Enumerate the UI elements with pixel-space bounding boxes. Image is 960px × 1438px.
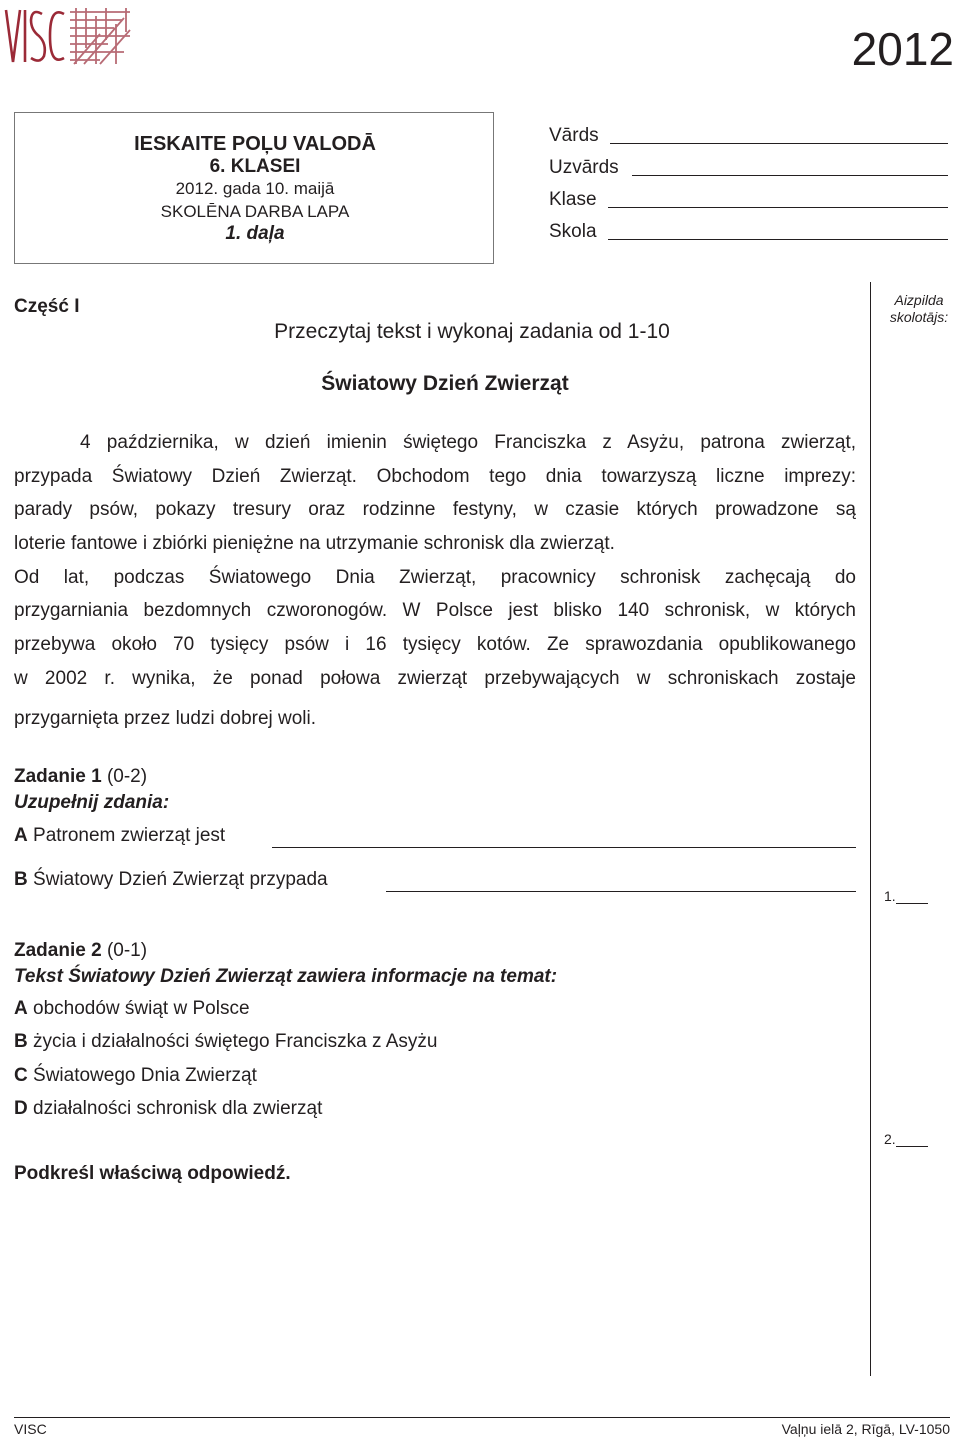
option-text: działalności schronisk dla zwierząt <box>33 1098 323 1119</box>
task2-final-instruction: Podkreśl właściwą odpowiedź. <box>14 1163 291 1184</box>
task2-option-b[interactable] <box>14 1031 437 1053</box>
task1-item-a <box>14 825 225 847</box>
task2-score-field[interactable] <box>896 1134 928 1147</box>
footer-address: Vaļņu ielā 2, Rīgā, LV-1050 <box>781 1421 950 1437</box>
option-letter: B <box>14 1031 28 1052</box>
visc-logo <box>4 4 134 73</box>
task1-a-text: Patronem zwierząt jest <box>33 825 226 846</box>
task1-heading <box>14 766 147 788</box>
teacher-column-label <box>878 292 960 326</box>
exam-part: 1. daļa <box>225 223 285 244</box>
part-label: Część I <box>14 296 80 317</box>
reading-instruction-text: Przeczytaj tekst i wykonaj zadania od 1-10 <box>274 320 670 343</box>
school-field[interactable] <box>608 239 948 240</box>
year: 2012 <box>851 23 954 75</box>
exam-title: IESKAITE POĻU VALODĀ <box>134 133 376 155</box>
option-text: Światowego Dnia Zwierząt <box>33 1065 257 1086</box>
text-line: 4 października, w dzień imienin świętego Franciszka z Asyżu, patrona zwierząt, <box>80 432 856 453</box>
class-field[interactable] <box>608 207 948 208</box>
teacher-label-line1: Aizpilda <box>894 292 944 308</box>
text-line: przygarnięta przez ludzi dobrej woli. <box>14 707 317 729</box>
reading-text <box>14 426 856 735</box>
task1-title: Zadanie 1 <box>14 766 102 787</box>
task1-a-answer-field[interactable] <box>272 847 856 848</box>
task2-option-c[interactable] <box>14 1065 257 1087</box>
option-letter: C <box>14 1065 28 1086</box>
task2-score-label: 2. <box>884 1131 896 1147</box>
option-text: obchodów świąt w Polsce <box>33 998 250 1019</box>
task2-points: (0-1) <box>106 940 148 961</box>
task2-title: Zadanie 2 <box>14 940 102 961</box>
exam-date: 2012. gada 10. maijā <box>175 179 335 198</box>
margin-divider <box>870 282 871 1376</box>
name-label: Vārds <box>549 125 599 146</box>
exam-info-box <box>14 112 494 264</box>
task2-option-a[interactable] <box>14 998 250 1020</box>
exam-grade: 6. KLASEI <box>209 156 301 177</box>
task2-option-d[interactable] <box>14 1098 322 1120</box>
text-line: parady psów, pokazy tresury oraz rodzinne festyny, w czasie których prowadzone są <box>14 499 856 521</box>
task2-score <box>884 1131 928 1147</box>
exam-sheet: SKOLĒNA DARBA LAPA <box>160 202 350 221</box>
task1-instruction: Uzupełnij zdania: <box>14 792 170 813</box>
class-label: Klase <box>549 189 597 210</box>
reading-text-title <box>0 372 960 396</box>
task1-score <box>884 888 928 904</box>
task2-heading <box>14 940 147 962</box>
task1-item-b <box>14 869 328 891</box>
option-letter: A <box>14 998 28 1019</box>
footer-left: VISC <box>14 1421 47 1437</box>
teacher-label-line2: skolotājs: <box>889 309 949 325</box>
footer-rule <box>14 1417 950 1418</box>
task1-points: (0-2) <box>106 766 148 787</box>
option-letter: D <box>14 1098 28 1119</box>
task1-score-label: 1. <box>884 888 896 904</box>
task1-score-field[interactable] <box>896 891 928 904</box>
task1-b-text: Światowy Dzień Zwierząt przypada <box>33 869 328 890</box>
surname-label: Uzvārds <box>549 157 619 178</box>
school-label: Skola <box>549 221 597 242</box>
reading-instruction <box>0 320 960 344</box>
text-line: przebywa około 70 tysięcy psów i 16 tysięcy kotów. Ze sprawozdania opublikowanego <box>14 634 856 656</box>
text-line: przypada Światowy Dzień Zwierząt. Obchodom tego dnia towarzyszą liczne imprezy: <box>14 465 856 487</box>
text-line: loterie fantowe i zbiórki pieniężne na utrzymanie schronisk dla zwierząt. <box>14 533 615 555</box>
text-line: Od lat, podczas Światowego Dnia Zwierząt, pracownicy schronisk zachęcają do <box>14 566 856 588</box>
surname-field[interactable] <box>632 175 948 176</box>
task1-b-letter: B <box>14 869 28 890</box>
task1-b-answer-field[interactable] <box>386 891 856 892</box>
task2-instruction: Tekst Światowy Dzień Zwierząt zawiera informacje na temat: <box>14 966 558 987</box>
task1-a-letter: A <box>14 825 28 846</box>
text-line: w 2002 r. wynika, że ponad połowa zwierząt przebywających w schroniskach zostaje <box>14 667 856 689</box>
option-text: życia i działalności świętego Franciszka z Asyżu <box>33 1031 438 1052</box>
reading-text-title-text: Światowy Dzień Zwierząt <box>321 372 569 395</box>
visc-logo-mark <box>4 4 134 68</box>
text-line: przygarniania bezdomnych czworonogów. W Polsce jest blisko 140 schronisk, w których <box>14 600 856 622</box>
name-field[interactable] <box>610 143 948 144</box>
